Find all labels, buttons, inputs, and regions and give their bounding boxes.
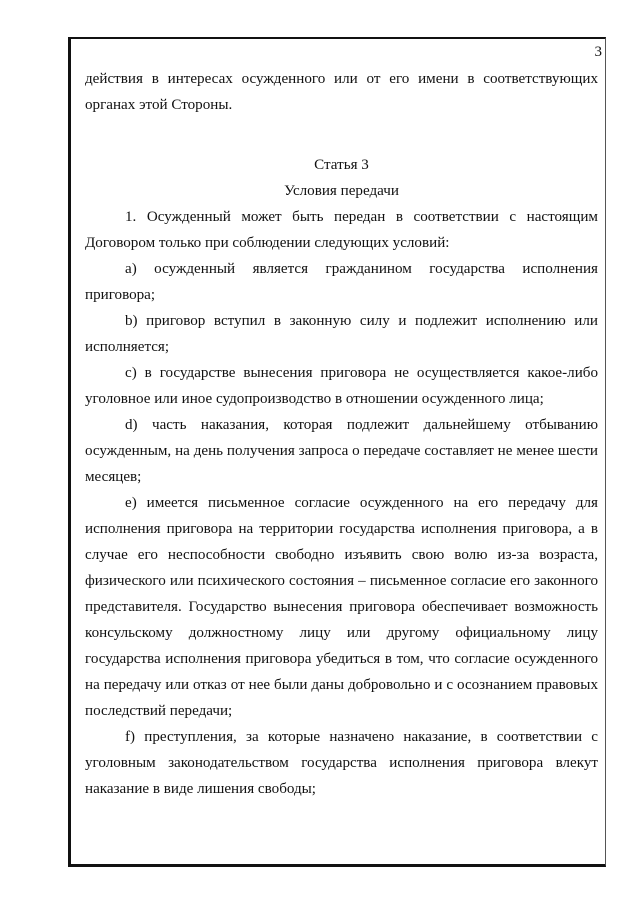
condition-a: а) осужденный является гражданином государства исполнения приговора; — [85, 261, 598, 303]
page-number: 3 — [594, 44, 602, 60]
condition-c: c) в государстве вынесения приговора не осуществляется какое-либо уголовное или иное судопроизводство в отношении осужденного лица; — [85, 365, 598, 407]
paragraph-1: 1. Осужденный может быть передан в соответствии с настоящим Договором только при соблюдении следующих условий: — [85, 209, 598, 251]
condition-b: b) приговор вступил в законную силу и подлежит исполнению или исполняется; — [85, 313, 598, 355]
article-number: Статья 3 — [314, 157, 369, 173]
document-body — [85, 66, 598, 802]
article-title: Условия передачи — [284, 183, 399, 199]
condition-d: d) часть наказания, которая подлежит дальнейшему отбыванию осужденным, на день получения запроса о передаче составляет не менее шести месяцев; — [85, 417, 598, 485]
paragraph-continuation: действия в интересах осужденного или от его имени в соответствующих органах этой Стороны. — [85, 71, 598, 113]
condition-e: е) имеется письменное согласие осужденного на его передачу для исполнения приговора на территории государства исполнения приговора, а в случае его неспособности свободно изъявить свою волю из-за возраста, физического или психического состояния – письменное согласие его законного представителя. Государство вынесения приговора обеспечивает возможность консульскому должностному лицу или другому официальному лицу государства исполнения приговора убедиться в том, что согласие осужденного на передачу или отказ от нее были даны добровольно и с осознанием правовых последствий передачи; — [85, 495, 598, 719]
condition-f: f) преступления, за которые назначено наказание, в соответствии с уголовным законодательством государства исполнения приговора влекут наказание в виде лишения свободы; — [85, 729, 598, 797]
